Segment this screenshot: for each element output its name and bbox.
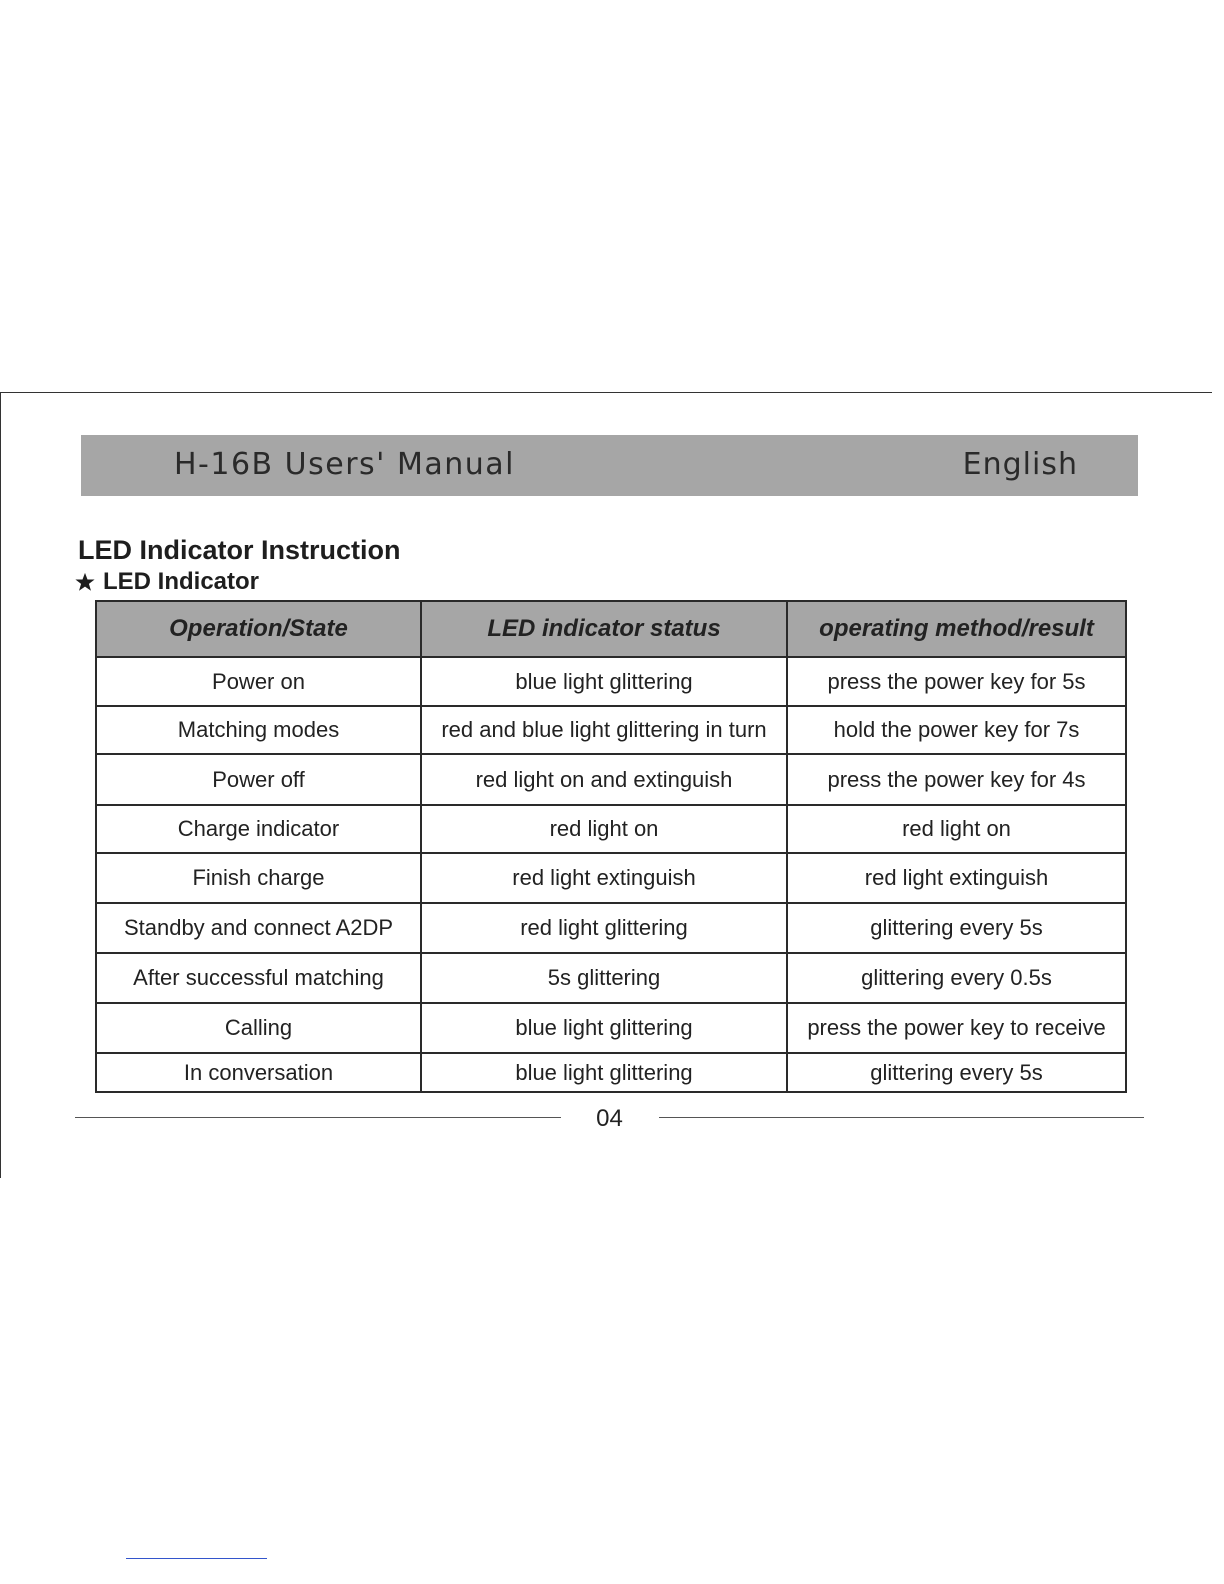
table-row — [96, 853, 1126, 903]
column-header-led-status: LED indicator status — [421, 601, 787, 657]
table-cell: blue light glittering — [421, 657, 787, 706]
footer-divider-right — [659, 1117, 1144, 1118]
page-frame-top-border — [0, 392, 1212, 393]
table-cell: Charge indicator — [96, 805, 421, 853]
table-cell: 5s glittering — [421, 953, 787, 1003]
star-icon — [75, 572, 95, 592]
table-cell: press the power key for 5s — [787, 657, 1126, 706]
table-cell: red light on — [421, 805, 787, 853]
table-cell: Calling — [96, 1003, 421, 1053]
table-row — [96, 1003, 1126, 1053]
table-row — [96, 1053, 1126, 1092]
table-row — [96, 657, 1126, 706]
page-number: 04 — [596, 1105, 623, 1132]
column-header-method: operating method/result — [787, 601, 1126, 657]
table-row — [96, 953, 1126, 1003]
table-cell: red light glittering — [421, 903, 787, 953]
table-cell: Matching modes — [96, 706, 421, 754]
table-row — [96, 706, 1126, 754]
language-label: English — [962, 447, 1078, 482]
table-cell: Power off — [96, 754, 421, 805]
table-cell: blue light glittering — [421, 1053, 787, 1092]
table-cell: glittering every 5s — [787, 1053, 1126, 1092]
table-cell: blue light glittering — [421, 1003, 787, 1053]
table-cell: red light extinguish — [787, 853, 1126, 903]
section-title: LED Indicator Instruction — [78, 535, 401, 565]
table-cell: Standby and connect A2DP — [96, 903, 421, 953]
table-cell: Power on — [96, 657, 421, 706]
table-row — [96, 805, 1126, 853]
subsection-title-text: LED Indicator — [103, 568, 260, 595]
table-cell: In conversation — [96, 1053, 421, 1092]
table-row — [96, 903, 1126, 953]
manual-header-band — [81, 435, 1138, 496]
table-cell: After successful matching — [96, 953, 421, 1003]
table-cell: Finish charge — [96, 853, 421, 903]
manual-title: H-16B Users' Manual — [174, 447, 515, 482]
footer-divider-left — [75, 1117, 561, 1118]
table-cell: red light on — [787, 805, 1126, 853]
table-cell: hold the power key for 7s — [787, 706, 1126, 754]
table-cell: red light on and extinguish — [421, 754, 787, 805]
table-cell: glittering every 0.5s — [787, 953, 1126, 1003]
page-frame-left-border — [0, 392, 1, 1178]
table-cell: red and blue light glittering in turn — [421, 706, 787, 754]
subsection-title — [75, 568, 259, 596]
led-indicator-table — [95, 600, 1127, 1093]
bottom-underline-divider — [126, 1558, 267, 1559]
table-cell: press the power key for 4s — [787, 754, 1126, 805]
table-header-row — [96, 601, 1126, 657]
table-row — [96, 754, 1126, 805]
table-cell: red light extinguish — [421, 853, 787, 903]
column-header-operation: Operation/State — [96, 601, 421, 657]
table-cell: press the power key to receive — [787, 1003, 1126, 1053]
table-cell: glittering every 5s — [787, 903, 1126, 953]
